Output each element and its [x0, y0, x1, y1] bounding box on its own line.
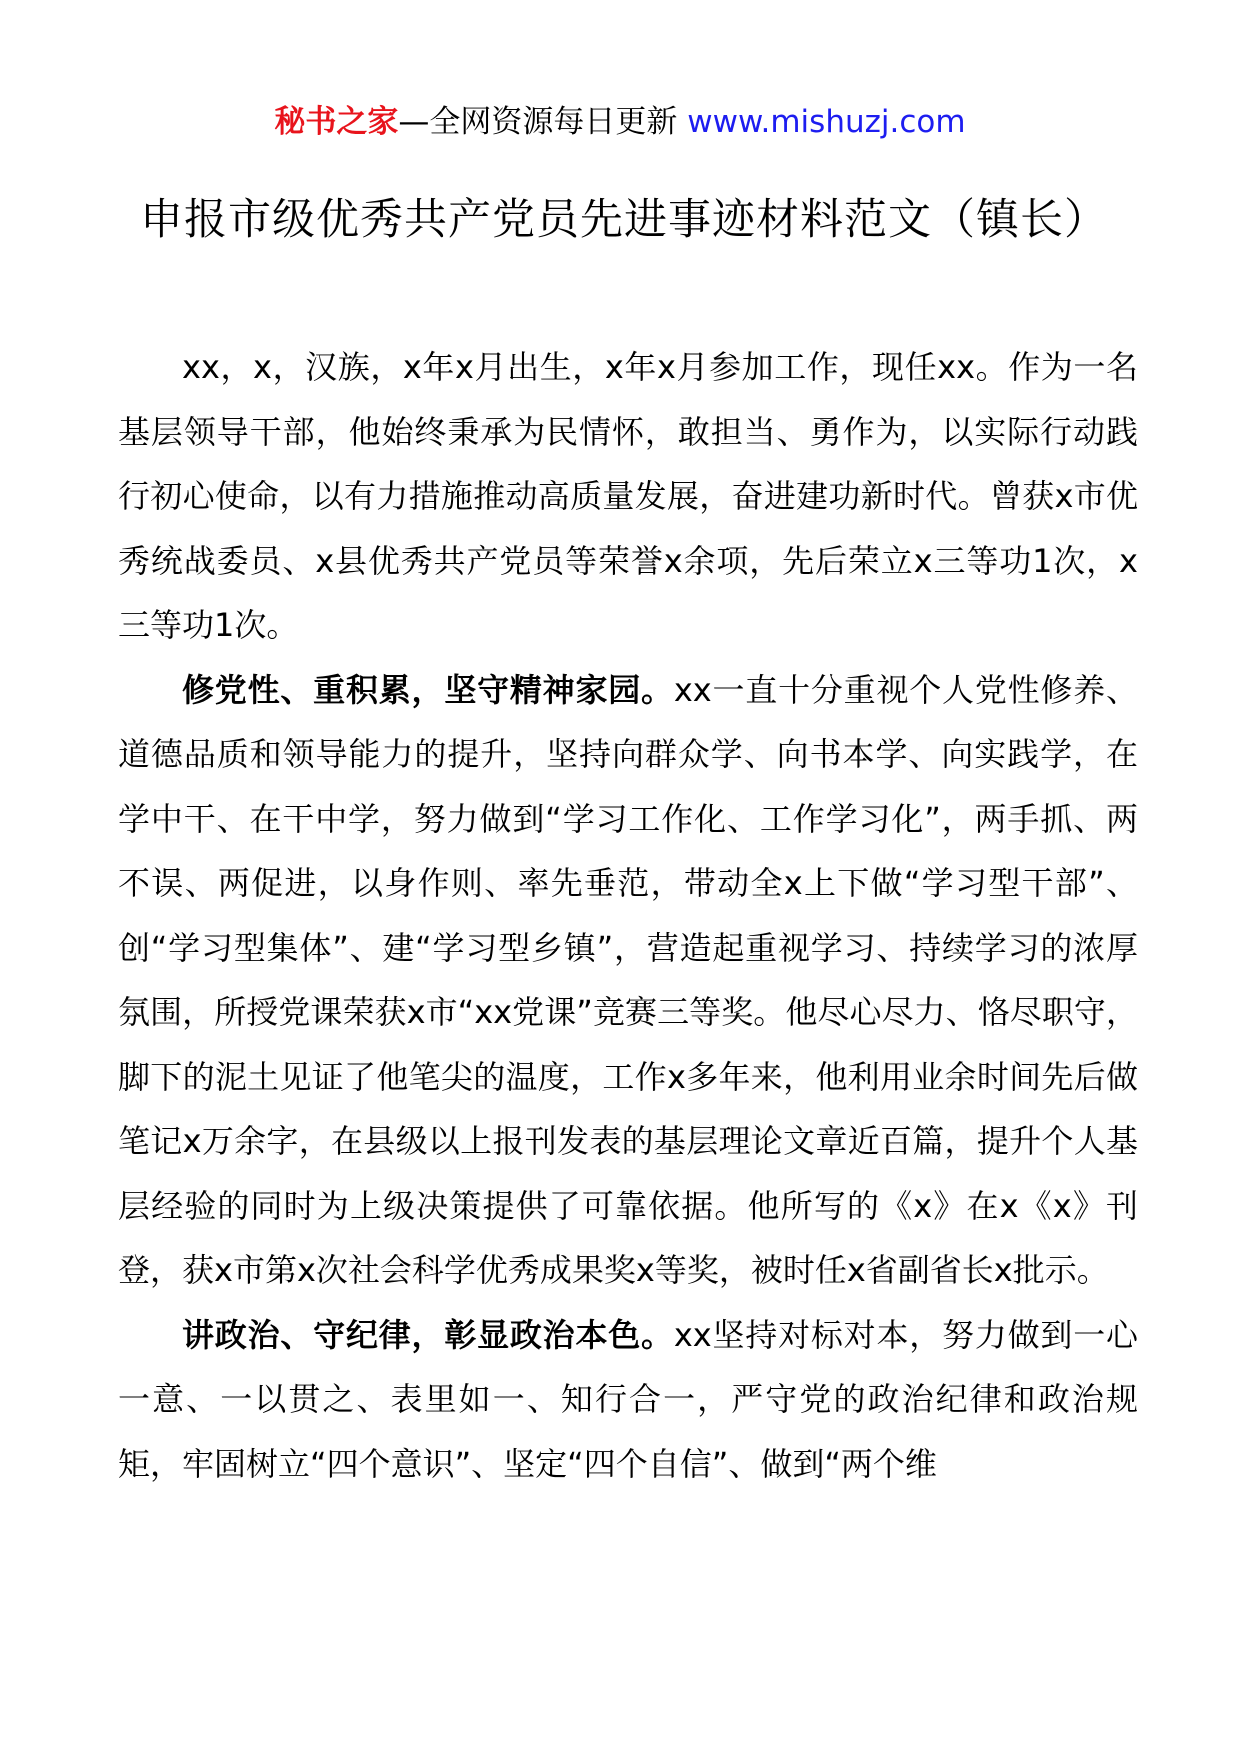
paragraph-lead: 修党性、重积累，坚守精神家园。 [182, 670, 674, 709]
paragraph-text: xx坚持对标对本，努力做到一心一意、一以贯之、表里如一、知行合一，严守党的政治纪律和政治规矩，牢固树立“四个意识”、坚定“四个自信”、做到“两个维 [118, 1315, 1138, 1483]
paragraph-text: xx一直十分重视个人党性修养、道德品质和领导能力的提升，坚持向群众学、向书本学、向实践学，在学中干、在干中学，努力做到“学习工作化、工作学习化”，两手抓、两不误、两促进，以身作则、率先垂范，带动全x上下做“学习型干部”、创“学习型集体”、建“学习型乡镇”，营造起重视学习、持续学习的浓厚氛围，所授党课荣获x市“xx党课”竞赛三等奖。他尽心尽力、恪尽职守，脚下的泥土见证了他笔尖的温度，工作x多年来，他利用业余时间先后做笔记x万余字，在县级以上报刊发表的基层理论文章近百篇，提升个人基层经验的同时为上级决策提供了可靠依据。他所写的《x》在x《x》刊登，获x市第x次社会科学优秀成果奖x等奖，被时任x省副省长x批示。 [118, 670, 1138, 1289]
paragraph-lead: 讲政治、守纪律，彰显政治本色。 [182, 1315, 674, 1354]
paragraph-text: xx，x，汉族，x年x月出生，x年x月参加工作，现任xx。作为一名基层领导干部，他始终秉承为民情怀，敢担当、勇作为，以实际行动践行初心使命，以有力措施推动高质量发展，奋进建功新时代。曾获x市优秀统战委员、x县优秀共产党员等荣誉x余项，先后荣立x三等功1次，x三等功1次。 [118, 348, 1138, 644]
brand-name: 秘书之家 [274, 104, 399, 140]
document-title: 申报市级优秀共产党员先进事迹材料范文（镇长） [140, 195, 1108, 245]
document-body [118, 335, 1138, 1496]
header-tagline: —全网资源每日更新 [398, 104, 688, 140]
paragraph-politics [118, 1303, 1138, 1497]
paragraph-intro [118, 335, 1138, 658]
site-url: www.mishuzj.com [687, 104, 966, 140]
site-header [0, 100, 1240, 144]
paragraph-party-spirit [118, 658, 1138, 1303]
